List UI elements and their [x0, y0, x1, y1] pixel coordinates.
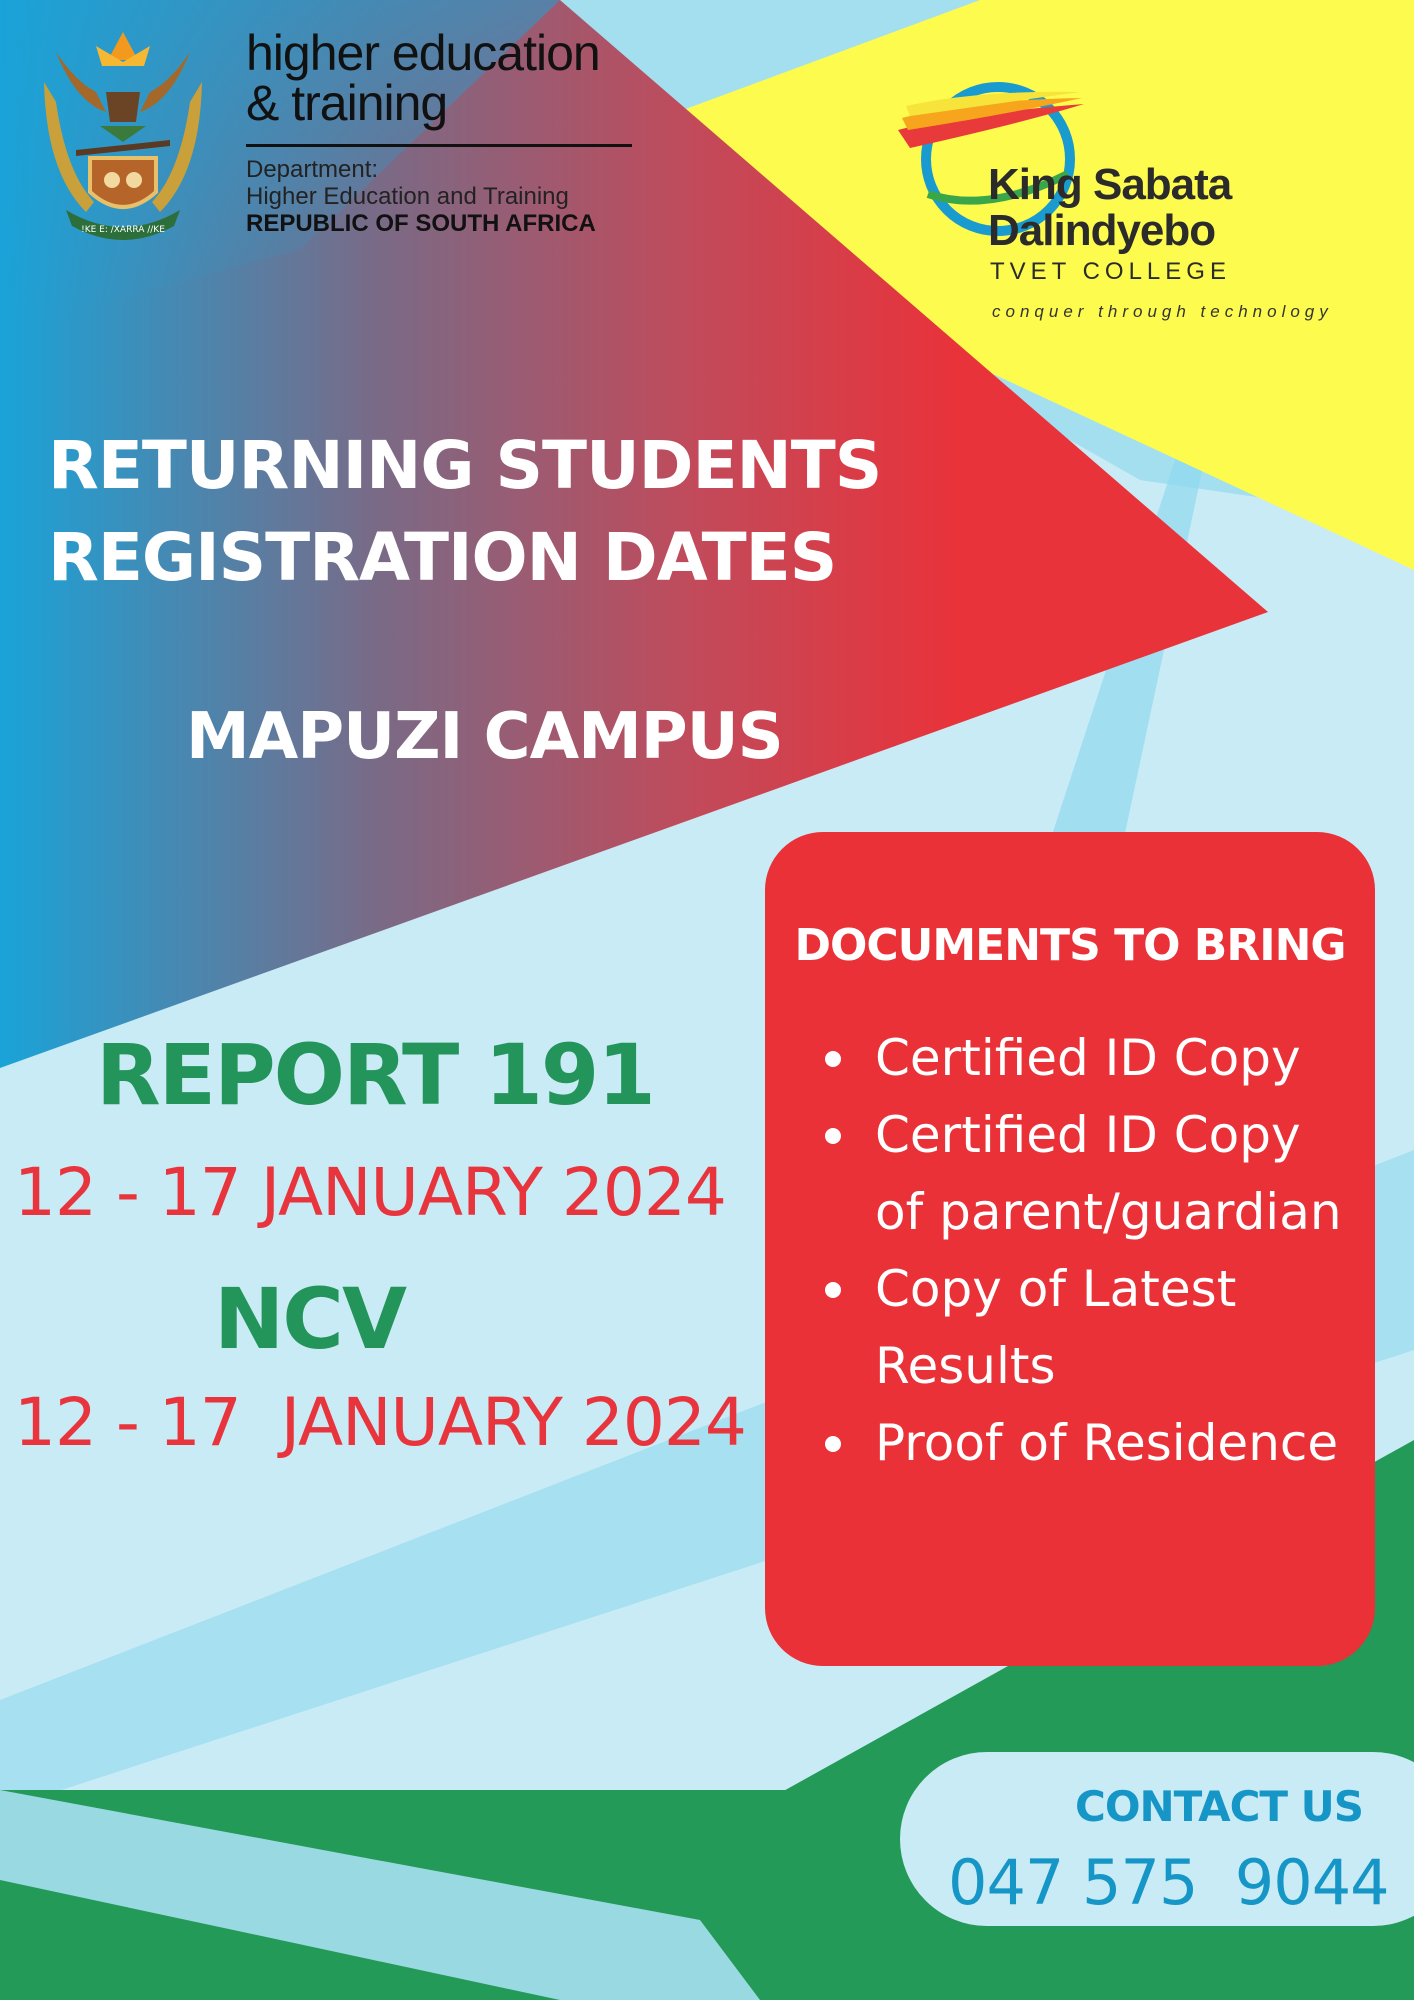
dhet-title-line2: & training	[246, 75, 448, 131]
dates-report-191: 12 - 17 JANUARY 2024	[14, 1154, 726, 1231]
college-name-line1: King Sabata	[988, 160, 1232, 209]
dhet-logo-title	[246, 25, 600, 131]
dhet-divider	[246, 144, 632, 147]
dhet-title-line1: higher education	[246, 25, 600, 81]
dhet-dept-line1: Department:	[246, 156, 379, 183]
college-type: TVET COLLEGE	[990, 258, 1231, 285]
campus-name: MAPUZI CAMPUS	[186, 700, 783, 774]
dates-ncv: 12 - 17 JANUARY 2024	[14, 1384, 746, 1461]
motto-text: !KE E: /XARRA //KE	[81, 225, 165, 235]
dhet-dept-line3: REPUBLIC OF SOUTH AFRICA	[246, 210, 596, 237]
dhet-department	[246, 156, 596, 237]
headline-line1: RETURNING STUDENTS	[48, 427, 882, 504]
list-item: Copy of Latest Results	[875, 1251, 1345, 1405]
documents-list	[875, 1020, 1345, 1482]
program-ncv: NCV	[214, 1270, 405, 1368]
contact-phone[interactable]: 047 575 9044	[948, 1846, 1389, 1919]
college-tagline: conquer through technology	[992, 302, 1333, 321]
program-report-191: REPORT 191	[96, 1026, 654, 1124]
list-item: Certified ID Copy of parent/guardian	[875, 1097, 1345, 1251]
headline-line2: REGISTRATION DATES	[48, 519, 837, 596]
dhet-dept-line2: Higher Education and Training	[246, 183, 569, 210]
documents-panel	[765, 832, 1375, 1666]
contact-label: CONTACT US	[1075, 1782, 1364, 1831]
list-item: Certified ID Copy	[875, 1020, 1345, 1097]
college-name	[988, 162, 1231, 254]
headline	[48, 420, 881, 604]
college-name-line2: Dalindyebo	[988, 206, 1216, 255]
list-item: Proof of Residence	[875, 1405, 1345, 1482]
coat-of-arms-logo	[36, 22, 210, 250]
documents-title: DOCUMENTS TO BRING	[794, 920, 1346, 971]
